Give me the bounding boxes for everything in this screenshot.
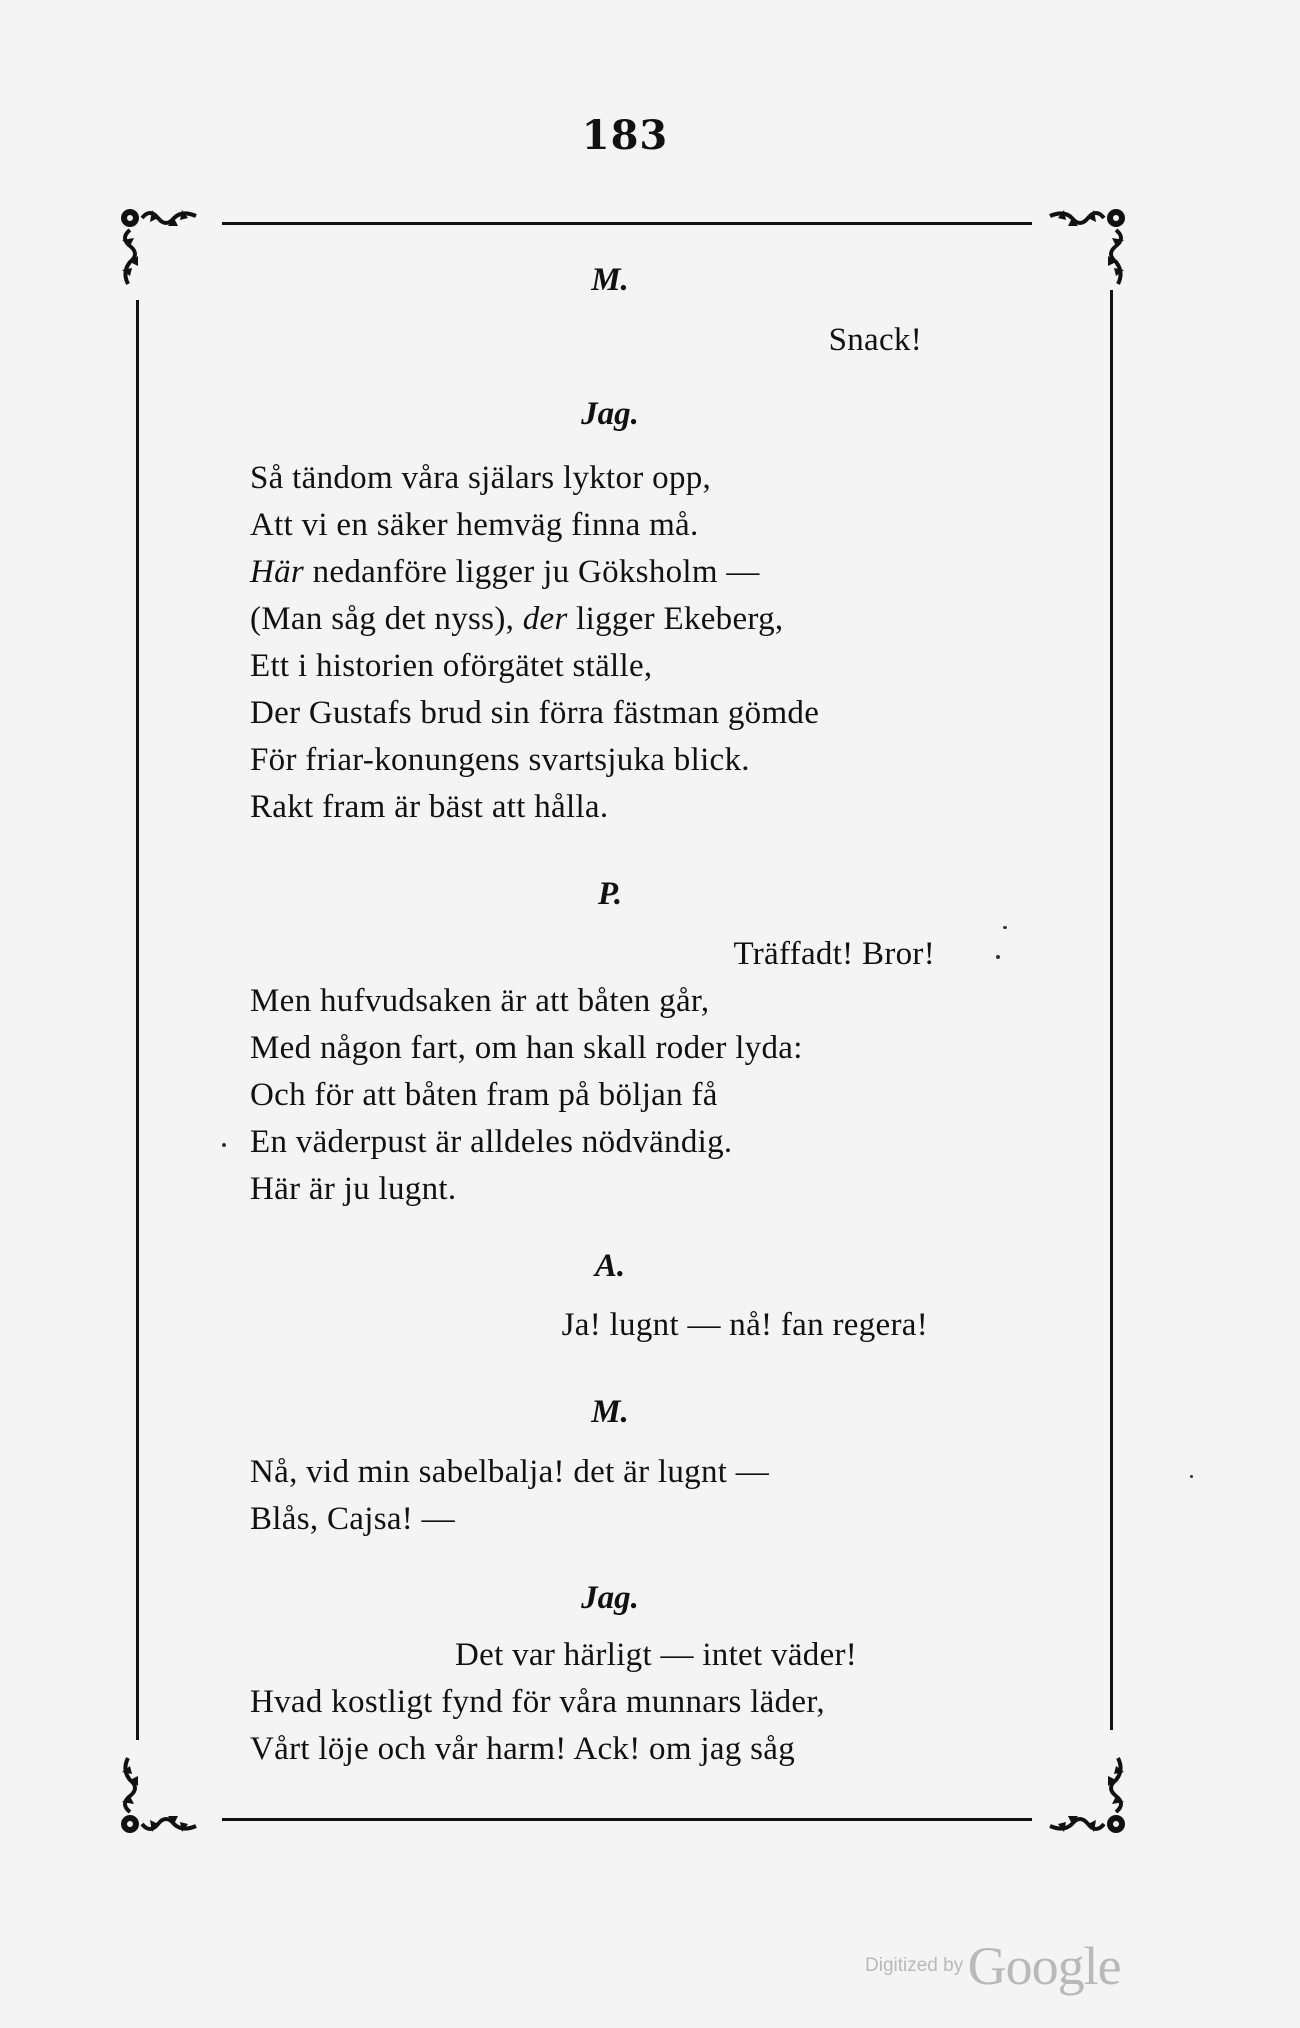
corner-ornament-top-left-icon xyxy=(116,202,216,302)
frame-top-line xyxy=(222,222,1032,225)
verse-line: Att vi en säker hemväg finna må. xyxy=(250,507,699,543)
verse-line: Men hufvudsaken är att båten går, xyxy=(250,983,710,1019)
verse-emphasis: Här xyxy=(250,554,305,590)
verse-line: Så tändom våra själars lyktor opp, xyxy=(250,460,712,496)
verse-line: Rakt fram är bäst att hålla. xyxy=(250,789,609,825)
verse-line: Nå, vid min sabelbalja! det är lugnt — xyxy=(250,1454,770,1490)
verse-line-pre: (Man såg det nyss), xyxy=(250,601,523,637)
scan-speck xyxy=(222,1143,226,1147)
corner-ornament-bottom-left-icon xyxy=(116,1740,216,1840)
verse-line-rest: nedanföre ligger ju Göksholm — xyxy=(304,554,760,590)
frame-right-line xyxy=(1110,290,1113,1730)
speaker-label: M. xyxy=(591,1394,629,1430)
scan-speck xyxy=(996,955,1000,959)
frame-bottom-line xyxy=(222,1818,1032,1821)
verse-line-rest: ligger Ekeberg, xyxy=(567,601,784,637)
verse-line: Snack! xyxy=(828,322,922,358)
verse-line: Det var härligt — intet väder! xyxy=(455,1637,858,1673)
speaker-label: Jag. xyxy=(581,396,639,432)
speaker-label: M. xyxy=(591,262,629,298)
frame-left-line xyxy=(136,300,139,1740)
google-brand: Google xyxy=(967,1936,1121,1996)
verse-line: Blås, Cajsa! — xyxy=(250,1501,455,1537)
verse-line: Hvad kostligt fynd för våra munnars läder, xyxy=(250,1684,825,1720)
verse-line: Vårt löje och vår harm! Ack! om jag såg xyxy=(250,1731,796,1767)
verse-line: En väderpust är alldeles nödvändig. xyxy=(250,1124,733,1160)
google-credit xyxy=(865,1935,1121,1997)
speaker-label: P. xyxy=(597,876,623,912)
scan-speck xyxy=(1190,1475,1193,1478)
page-number: 183 xyxy=(581,112,669,159)
verse-line: Ja! lugnt — nå! fan regera! xyxy=(561,1307,928,1343)
verse-line: Ett i historien oförgätet ställe, xyxy=(250,648,653,684)
verse-line: Och för att båten fram på böljan få xyxy=(250,1077,718,1113)
verse-line: Der Gustafs brud sin förra fästman gömde xyxy=(250,695,820,731)
verse-line: Träffadt! Bror! xyxy=(733,936,935,972)
verse-line xyxy=(250,601,783,638)
verse-line: Här är ju lugnt. xyxy=(250,1171,457,1207)
verse-emphasis: der xyxy=(522,601,568,637)
corner-ornament-top-right-icon xyxy=(1030,202,1130,302)
verse-line: För friar-konungens svartsjuka blick. xyxy=(250,742,750,778)
credit-prefix: Digitized by xyxy=(865,1955,964,1976)
scan-speck xyxy=(1003,926,1007,929)
verse-line: Med någon fart, om han skall roder lyda: xyxy=(250,1030,803,1066)
speaker-label: Jag. xyxy=(581,1580,639,1616)
corner-ornament-bottom-right-icon xyxy=(1030,1740,1130,1840)
speaker-label: A. xyxy=(594,1248,626,1284)
verse-line xyxy=(250,554,760,591)
